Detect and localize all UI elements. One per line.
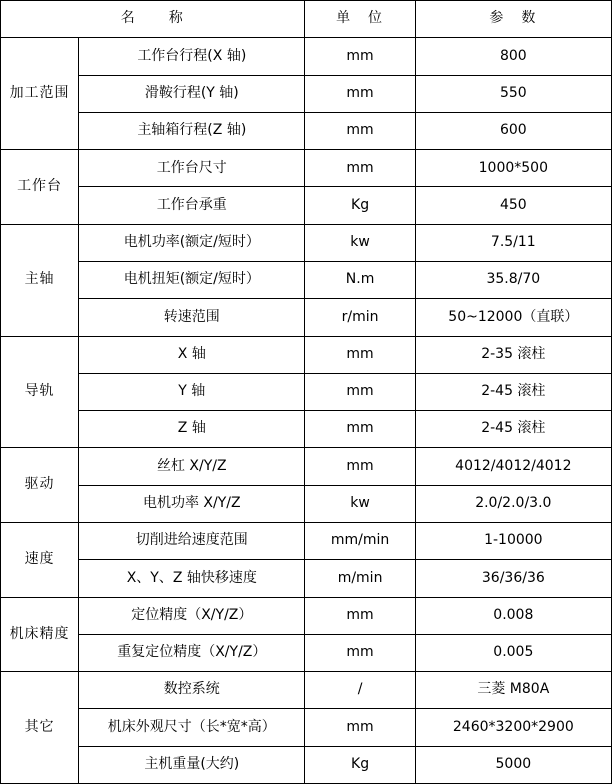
row-name: 工作台行程(X 轴) [79, 38, 305, 75]
row-value: 2-45 滚柱 [415, 373, 611, 410]
group-label: 驱动 [1, 448, 79, 523]
table-row [1, 112, 612, 149]
row-unit: mm [305, 709, 415, 746]
table-row [1, 75, 612, 112]
table-row [1, 672, 612, 709]
row-unit: Kg [305, 187, 415, 224]
row-name: 切削进给速度范围 [79, 522, 305, 559]
row-name: 丝杠 X/Y/Z [79, 448, 305, 485]
row-value: 4012/4012/4012 [415, 448, 611, 485]
row-value: 800 [415, 38, 611, 75]
row-value: 2460*3200*2900 [415, 709, 611, 746]
group-label: 速度 [1, 522, 79, 597]
row-name: 工作台尺寸 [79, 150, 305, 187]
row-unit: mm [305, 597, 415, 634]
row-unit: mm [305, 150, 415, 187]
row-unit: / [305, 672, 415, 709]
row-name: 定位精度（X/Y/Z） [79, 597, 305, 634]
row-name: 转速范围 [79, 299, 305, 336]
row-name: 主机重量(大约) [79, 746, 305, 783]
row-unit: kw [305, 485, 415, 522]
header-unit: 单 位 [305, 1, 415, 38]
row-unit: mm [305, 448, 415, 485]
row-unit: m/min [305, 560, 415, 597]
row-value: 600 [415, 112, 611, 149]
row-value: 450 [415, 187, 611, 224]
row-value: 550 [415, 75, 611, 112]
group-label: 主轴 [1, 224, 79, 336]
row-value: 1000*500 [415, 150, 611, 187]
row-value: 2.0/2.0/3.0 [415, 485, 611, 522]
group-label: 机床精度 [1, 597, 79, 672]
row-value: 2-45 滚柱 [415, 411, 611, 448]
table-row [1, 336, 612, 373]
table-row [1, 187, 612, 224]
table-row [1, 373, 612, 410]
group-label: 导轨 [1, 336, 79, 448]
row-name: X 轴 [79, 336, 305, 373]
table-row [1, 150, 612, 187]
table-row [1, 224, 612, 261]
row-name: 数控系统 [79, 672, 305, 709]
row-name: 电机扭矩(额定/短时） [79, 261, 305, 298]
row-name: 工作台承重 [79, 187, 305, 224]
row-value: 1-10000 [415, 522, 611, 559]
row-value: 7.5/11 [415, 224, 611, 261]
row-name: 电机功率 X/Y/Z [79, 485, 305, 522]
row-value: 0.005 [415, 634, 611, 671]
row-unit: kw [305, 224, 415, 261]
header-value: 参 数 [415, 1, 611, 38]
row-unit: mm [305, 38, 415, 75]
row-unit: Kg [305, 746, 415, 783]
row-name: 滑鞍行程(Y 轴) [79, 75, 305, 112]
row-unit: mm [305, 634, 415, 671]
row-value: 三菱 M80A [415, 672, 611, 709]
table-body [1, 1, 612, 784]
table-header-row [1, 1, 612, 38]
row-unit: N.m [305, 261, 415, 298]
row-value: 50~12000（直联） [415, 299, 611, 336]
table-row [1, 38, 612, 75]
row-unit: mm/min [305, 522, 415, 559]
table-row [1, 522, 612, 559]
group-label: 其它 [1, 672, 79, 784]
table-row [1, 634, 612, 671]
row-value: 0.008 [415, 597, 611, 634]
row-name: 电机功率(额定/短时） [79, 224, 305, 261]
row-value: 2-35 滚柱 [415, 336, 611, 373]
table-row [1, 709, 612, 746]
group-label: 加工范围 [1, 38, 79, 150]
row-name: X、Y、Z 轴快移速度 [79, 560, 305, 597]
row-unit: mm [305, 373, 415, 410]
row-name: 重复定位精度（X/Y/Z） [79, 634, 305, 671]
row-unit: mm [305, 336, 415, 373]
header-name: 名 称 [1, 1, 305, 38]
row-unit: r/min [305, 299, 415, 336]
row-value: 36/36/36 [415, 560, 611, 597]
row-name: Y 轴 [79, 373, 305, 410]
row-unit: mm [305, 112, 415, 149]
row-value: 35.8/70 [415, 261, 611, 298]
row-name: 主轴箱行程(Z 轴) [79, 112, 305, 149]
row-unit: mm [305, 411, 415, 448]
row-unit: mm [305, 75, 415, 112]
table-row [1, 560, 612, 597]
table-row [1, 485, 612, 522]
table-row [1, 411, 612, 448]
table-row [1, 299, 612, 336]
table-row [1, 597, 612, 634]
table-row [1, 746, 612, 783]
row-value: 5000 [415, 746, 611, 783]
group-label: 工作台 [1, 150, 79, 225]
row-name: Z 轴 [79, 411, 305, 448]
table-row [1, 448, 612, 485]
table-row [1, 261, 612, 298]
row-name: 机床外观尺寸（长*宽*高） [79, 709, 305, 746]
